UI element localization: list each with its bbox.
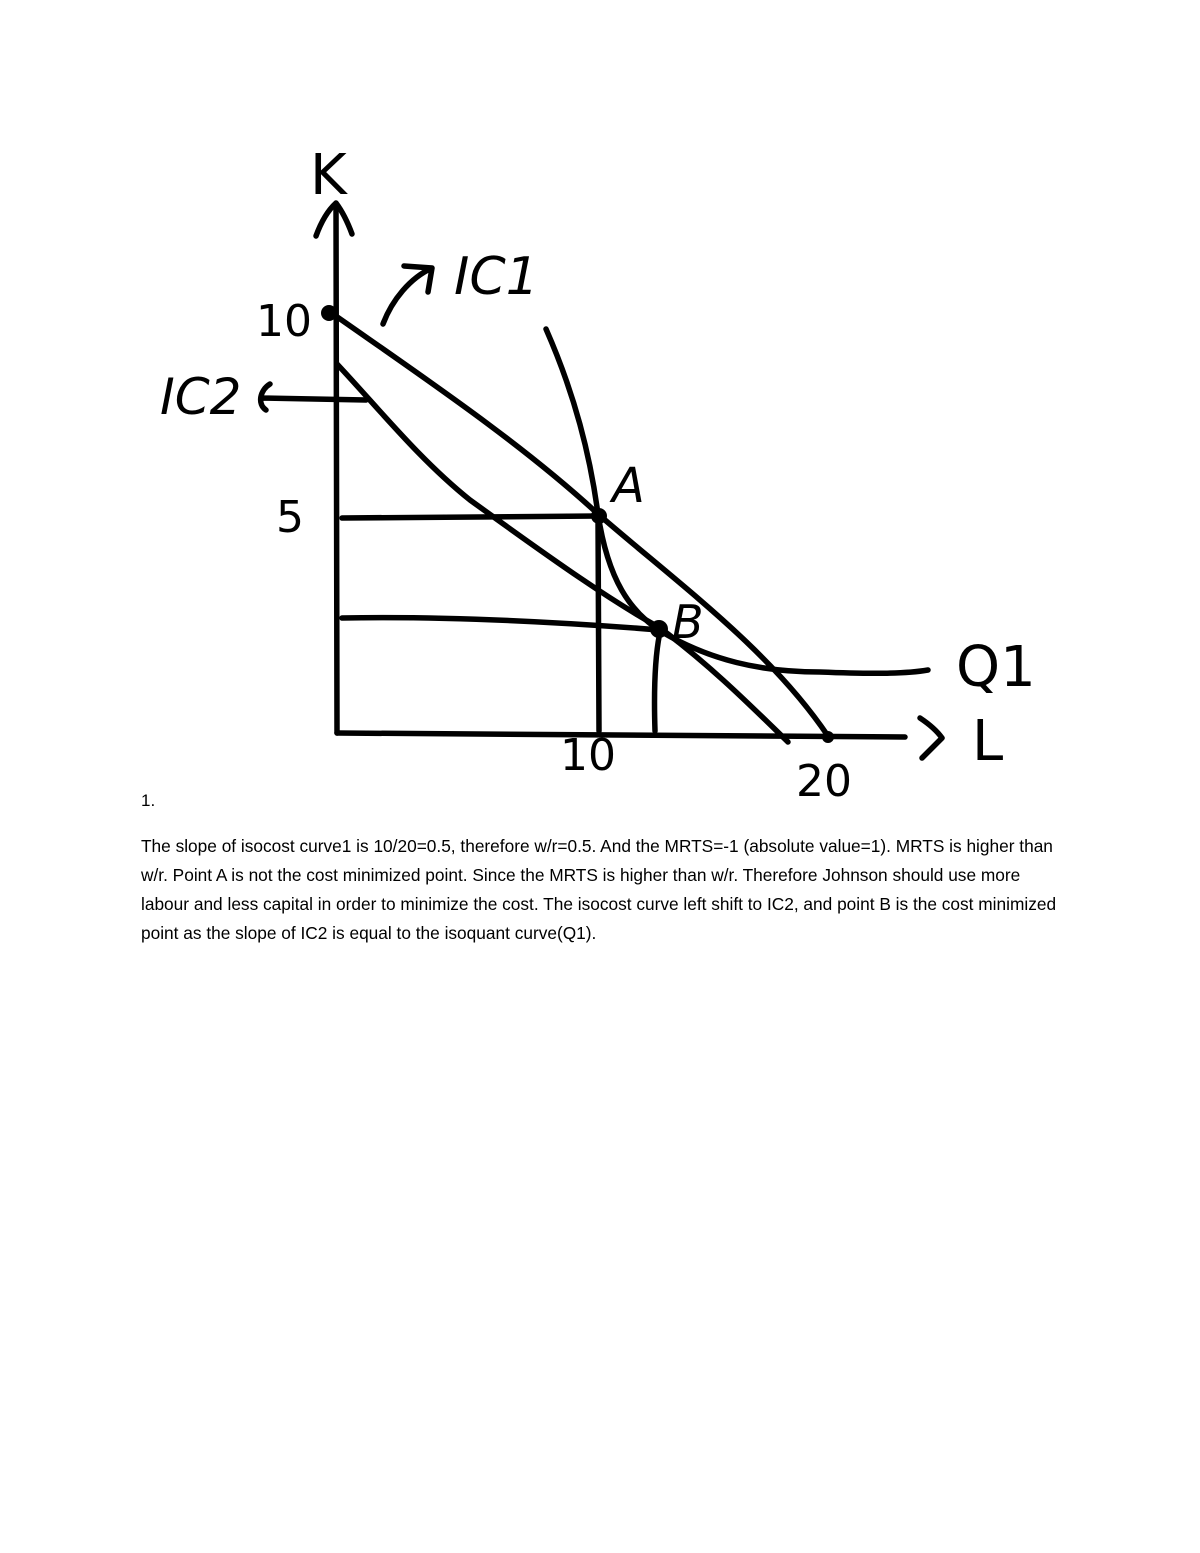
point-b-label: B [672,595,704,649]
isoquant-q1-curve [546,329,928,673]
point-b-dot [650,620,668,638]
l-axis-arrowhead [920,718,942,758]
ic2-label: IC2 [160,368,242,426]
question-number: 1. [141,791,156,810]
ic1-label: IC1 [454,247,539,307]
point-a-label: A [612,458,645,514]
answer-paragraph: The slope of isocost curve1 is 10/20=0.5, therefore w/r=0.5. And the MRTS=-1 (absolute value=1). MRTS is higher than w/r. Point A is not the cost minimized point. Since the MRTS is higher than w/r. Therefore Johnson should use more labour and less capital in order to minimize the cost. The isocost curve left shift to IC2, and point B is the cost minimized point as the slope of IC2 is equal to the isoquant curve(Q1). [141,836,1057,943]
k-tick-10-label: 10 [256,296,312,347]
q1-label: Q1 [956,635,1036,700]
isocost-ic1-line [333,314,828,736]
k10-point-dot [321,305,337,321]
k-axis-label: K [310,143,347,208]
l-axis-label: L [972,709,1004,774]
k-tick-5-label: 5 [276,492,304,543]
guide-b-horizontal [342,618,660,630]
ic1-pointer-arrow [383,266,432,324]
l-axis [337,733,905,737]
l-tick-20-label: 20 [796,756,852,800]
isocost-ic2-line [337,364,788,742]
ic2-pointer-arrow [261,384,366,410]
guide-k5-horizontal [342,516,598,518]
l20-point-dot [822,731,834,743]
l-tick-10-label: 10 [560,730,616,781]
guide-b-vertical [655,632,660,731]
k-axis [336,205,337,733]
point-a-dot [591,508,607,524]
